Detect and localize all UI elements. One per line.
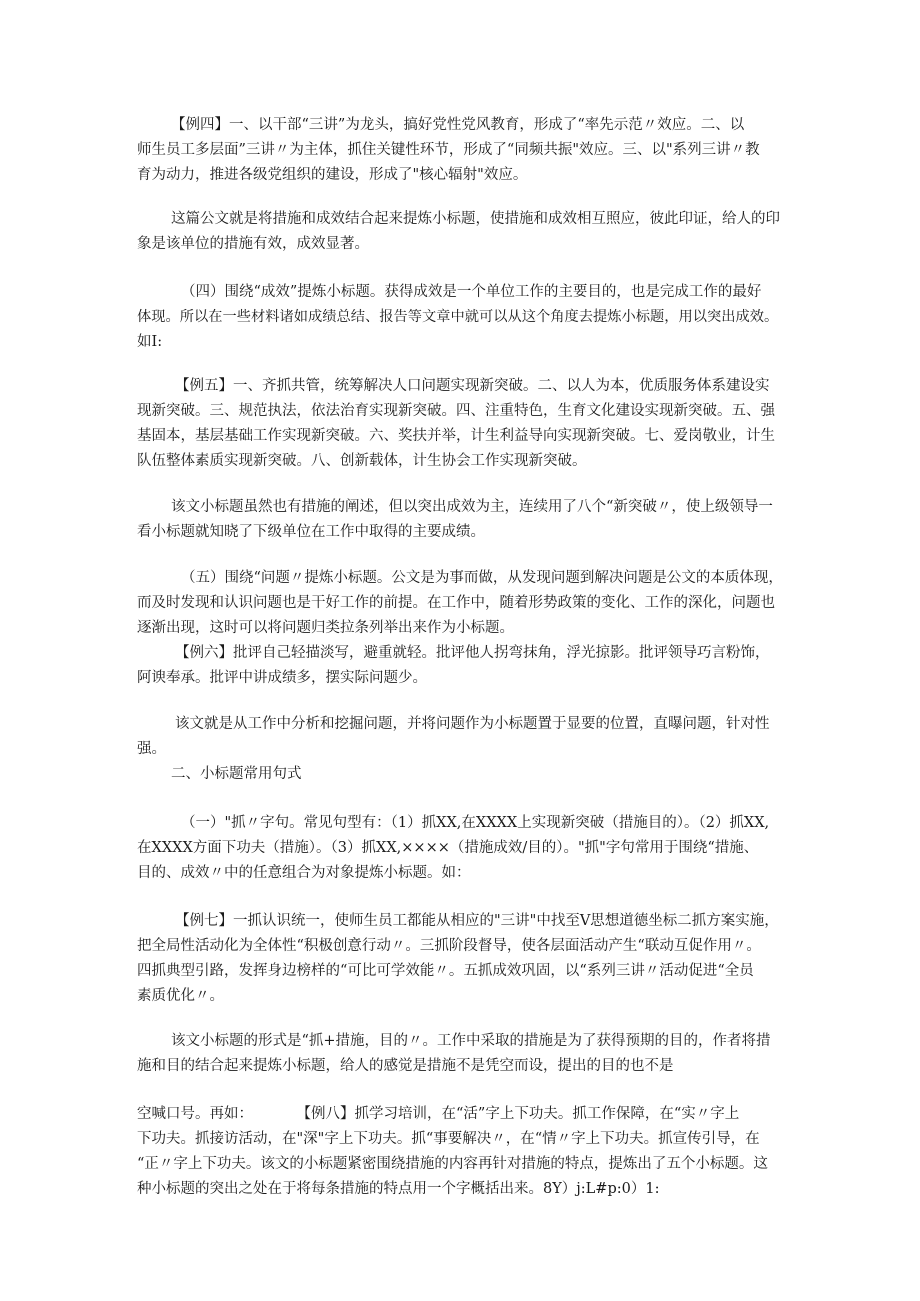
- example-5-paragraph: 【例五】一、齐抓共管，统筹解决人口问题实现新突破。二、以人为本，优质服务体系建设实 现新突破。三、规范执法，依法治育实现新突破。四、注重特色，生育文化建设实现新突破。五、强 基固本，基层基础工作实现新突破。六、奖扶并举，计生利益导向实现新突破。七、爱岗敬业，计生 队伍整体素质实现新突破。八、创新载体，计生协会工作实现新突破。: [137, 378, 775, 469]
- section-5-paragraph: （五）围绕“问题〃提炼小标题。公文是为事而做，从发现问题到解决问题是公文的本质体现， 而及时发现和认识问题也是干好工作的前提。在工作中，随着形势政策的变化、工作的深化，问题也 逐渐出现，这时可以将问题归类拉条列举出来作为小标题。: [137, 570, 783, 636]
- example-6-commentary: 该文就是从工作中分析和挖掘问题，并将问题作为小标题置于显要的位置，直曝问题，针对性 强。: [137, 716, 770, 757]
- example-5-commentary: 该文小标题虽然也有措施的阐述，但以突出成效为主，连续用了八个“新突破〃，使上级领导一 看小标题就知晓了下级单位在工作中取得的主要成绩。: [137, 499, 773, 540]
- example-4-commentary: 这篇公文就是将措施和成效结合起来提炼小标题，使措施和成效相互照应，彼此印证，给人的印 象是该单位的措施有效，成效显著。: [137, 211, 780, 252]
- example-6-paragraph: 【例六】批评自己轻描淡写，避重就轻。批评他人拐弯抹角，浮光掠影。批评领导巧言粉饰， 阿谀奉承。批评中讲成绩多，摆实际问题少。: [137, 645, 770, 686]
- example-4-paragraph: 【例四】一、以干部“三讲”为龙头，搞好党性党风教育，形成了“率先示范〃效应。二、以 师生员工多层面”三讲〃为主体，抓住关键性环节，形成了“同频共振"效应。三、以"系列三讲〃教 育为动力，推进各级党组织的建设，形成了"核心辐射"效应。: [137, 117, 760, 183]
- example-7-commentary: 该文小标题的形式是“抓+措施，目的〃。工作中采取的措施是为了获得预期的目的，作者将措 施和目的结合起来提炼小标题，给人的感觉是措施不是凭空而设，提出的目的也不是: [137, 1033, 771, 1074]
- section-heading-2: 二、小标题常用句式: [171, 766, 302, 782]
- pattern-1-paragraph: （一）"抓〃字句。常见句型有：（1）抓XX,在XXXX上实现新突破（措施目的）。（2）抓XX, 在XXXX方面下功夫（措施）。（3）抓XX,××××（措施成效/目的）。"抓"字句常用于围绕“措施、 目的、成效〃中的任意组合为对象提炼小标题。如：: [137, 815, 770, 881]
- example-7-paragraph: 【例七】一抓认识统一，使师生员工都能从相应的"三讲"中找至V思想道德坐标二抓方案实施， 把全局性活动化为全体性“积极创意行动〃。三抓阶段督导，使各层面活动产生“联动互促作用〃。 四抓典型引路，发挥身边榜样的“可比可学效能〃。五抓成效巩固，以“系列三讲〃活动促进“全员 素质优化〃。: [137, 913, 779, 1004]
- example-8-paragraph: 空喊口号。再如： 【例八】抓学习培训，在“活”字上下功夫。抓工作保障，在“实〃字上 下功夫。抓接访活动，在"深"字上下功夫。抓“事要解决〃，在“情〃字上下功夫。抓宣传引导，在 “正〃字上下功夫。该文的小标题紧密围绕措施的内容再针对措施的特点，提炼出了五个小标题。这 种小标题的突出之处在于将每条措施的特点用一个字概括出来。8Y）j:L#p:0）1:: [137, 1106, 768, 1197]
- section-4-paragraph: （四）围绕“成效”提炼小标题。获得成效是一个单位工作的主要目的，也是完成工作的最好 体现。所以在一些材料诸如成绩总结、报告等文章中就可以从这个角度去提炼小标题，用以突出成效。 如I:: [137, 284, 779, 350]
